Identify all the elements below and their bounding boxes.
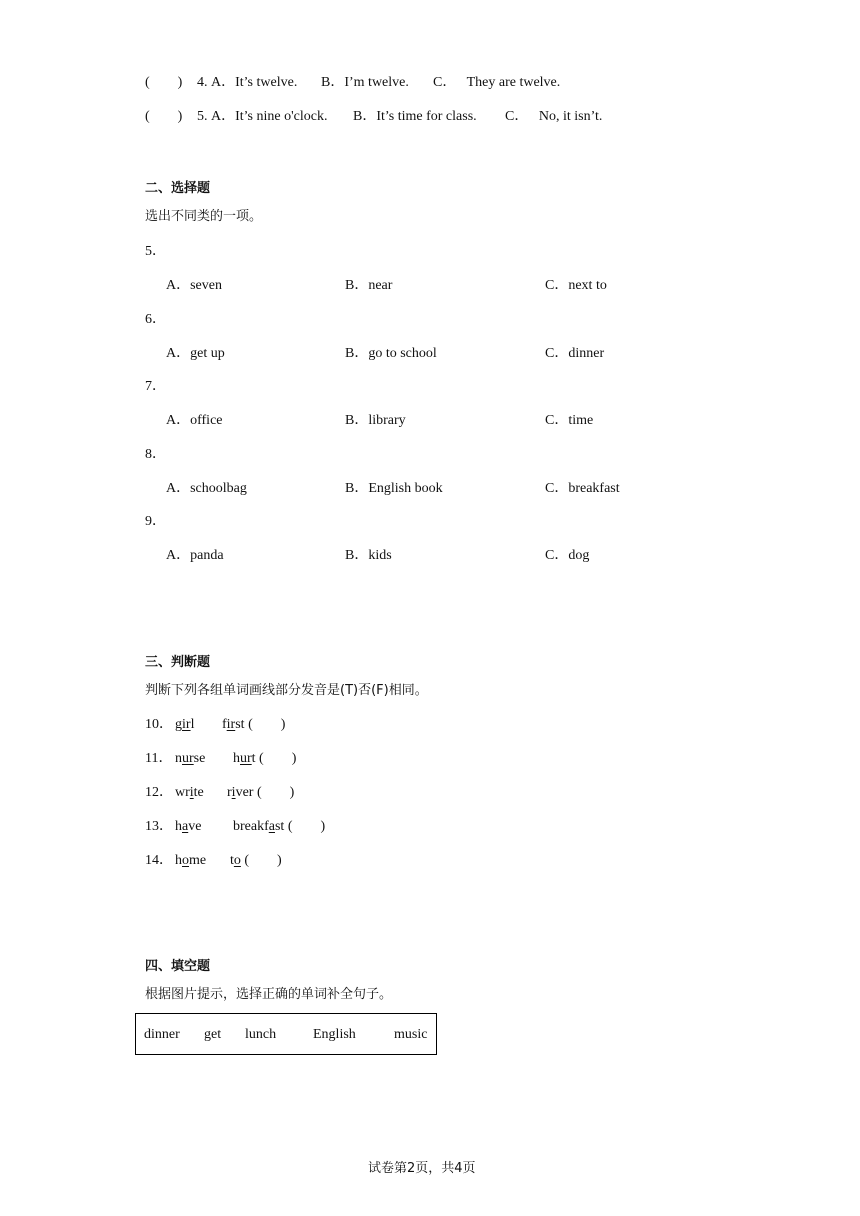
question-number: 12． xyxy=(145,785,173,800)
word-bank-item: dinner xyxy=(144,1027,180,1042)
word-bank-item: music xyxy=(394,1027,428,1042)
question-number: 8． xyxy=(145,447,166,462)
option-c: C．time xyxy=(545,413,594,428)
option-a: A．It’s nine o'clock. xyxy=(211,109,328,124)
option-b: B．kids xyxy=(345,548,392,563)
option-c: C． No, it isn’t. xyxy=(505,109,603,124)
question-number: 14． xyxy=(145,853,173,868)
word-two: first ( ) xyxy=(222,717,286,732)
option-b: B．I’m twelve. xyxy=(321,75,409,90)
section-instruction: 选出不同类的一项。 xyxy=(145,209,263,224)
word-one: write xyxy=(175,785,204,800)
question-number: 10． xyxy=(145,717,173,732)
option-a: A．office xyxy=(166,413,223,428)
word-two: river ( ) xyxy=(227,785,295,800)
word-one: have xyxy=(175,819,202,834)
section-heading: 三、判断题 xyxy=(145,655,211,670)
section-instruction: 根据图片提示，选择正确的单词补全句子。 xyxy=(145,987,393,1002)
word-bank-item: English xyxy=(313,1027,356,1042)
question-number: 13． xyxy=(145,819,173,834)
option-b: B．It’s time for class. xyxy=(353,109,477,124)
word-one: home xyxy=(175,853,207,868)
answer-paren: ( ) xyxy=(145,109,183,124)
option-c: C．next to xyxy=(545,278,607,293)
word-bank-item: lunch xyxy=(245,1027,277,1042)
section-instruction: 判断下列各组单词画线部分发音是(T)否(F)相同。 xyxy=(145,683,428,698)
section-heading: 四、填空题 xyxy=(145,959,211,974)
option-b: B．near xyxy=(345,278,393,293)
option-c: C． They are twelve. xyxy=(433,75,561,90)
option-b: B．go to school xyxy=(345,346,437,361)
question-number: 5． xyxy=(145,244,166,259)
question-number: 5. xyxy=(197,109,208,124)
option-a: A．get up xyxy=(166,346,225,361)
question-number: 11． xyxy=(145,751,173,766)
option-c: C．dog xyxy=(545,548,590,563)
option-a: A．schoolbag xyxy=(166,481,247,496)
word-two: hurt ( ) xyxy=(233,751,297,766)
option-a: A．panda xyxy=(166,548,224,563)
word-two: breakfast ( ) xyxy=(233,819,326,834)
word-one: girl xyxy=(175,717,195,732)
word-two: to ( ) xyxy=(230,853,282,868)
word-one: nurse xyxy=(175,751,206,766)
question-number: 7． xyxy=(145,379,166,394)
page-footer: 试卷第2页，共4页 xyxy=(368,1161,476,1176)
option-a: A．It’s twelve. xyxy=(211,75,298,90)
option-b: B．library xyxy=(345,413,406,428)
word-bank-box xyxy=(135,1013,437,1055)
option-c: C．breakfast xyxy=(545,481,620,496)
option-b: B．English book xyxy=(345,481,443,496)
option-a: A．seven xyxy=(166,278,222,293)
answer-paren: ( ) xyxy=(145,75,183,90)
section-heading: 二、选择题 xyxy=(145,181,211,196)
question-number: 6． xyxy=(145,312,166,327)
question-number: 4. xyxy=(197,75,208,90)
option-c: C．dinner xyxy=(545,346,605,361)
question-number: 9． xyxy=(145,514,166,529)
word-bank-item: get xyxy=(204,1027,222,1042)
